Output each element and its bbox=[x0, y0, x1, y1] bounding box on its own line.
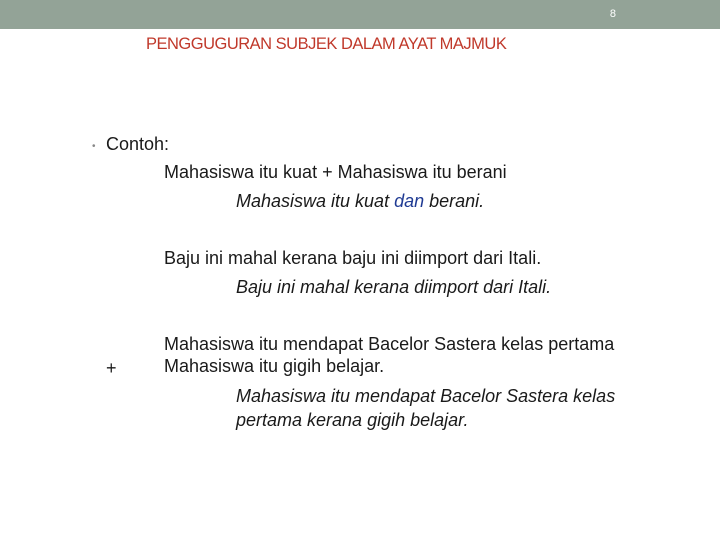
example3-source-line2: Mahasiswa itu gigih belajar. bbox=[164, 356, 385, 376]
example1-result-before: Mahasiswa itu kuat bbox=[236, 191, 395, 211]
example3-source-line1: Mahasiswa itu mendapat Bacelor Sastera kelas pertama bbox=[164, 334, 615, 354]
plus-sign: + bbox=[106, 358, 117, 378]
bullet-label: Contoh: bbox=[106, 134, 170, 154]
bullet-dot: • bbox=[92, 141, 96, 152]
example1-result bbox=[236, 191, 484, 212]
example3-result-line1: Mahasiswa itu mendapat Bacelor Sastera kelas bbox=[236, 386, 616, 406]
example1-source: Mahasiswa itu kuat + Mahasiswa itu berani bbox=[164, 162, 507, 182]
example1-conjunction: dan bbox=[394, 191, 425, 211]
top-bar bbox=[0, 0, 720, 29]
example2-result: Baju ini mahal kerana diimport dari Itali. bbox=[236, 277, 552, 297]
example1-result-after: berani. bbox=[424, 191, 485, 211]
example2-source: Baju ini mahal kerana baju ini diimport dari Itali. bbox=[164, 248, 542, 268]
slide-number: 8 bbox=[609, 8, 616, 20]
slide-title-text: PENGGUGURAN SUBJEK DALAM AYAT MAJMUK bbox=[146, 35, 507, 53]
example3-result-line2: pertama kerana gigih belajar. bbox=[236, 410, 469, 430]
